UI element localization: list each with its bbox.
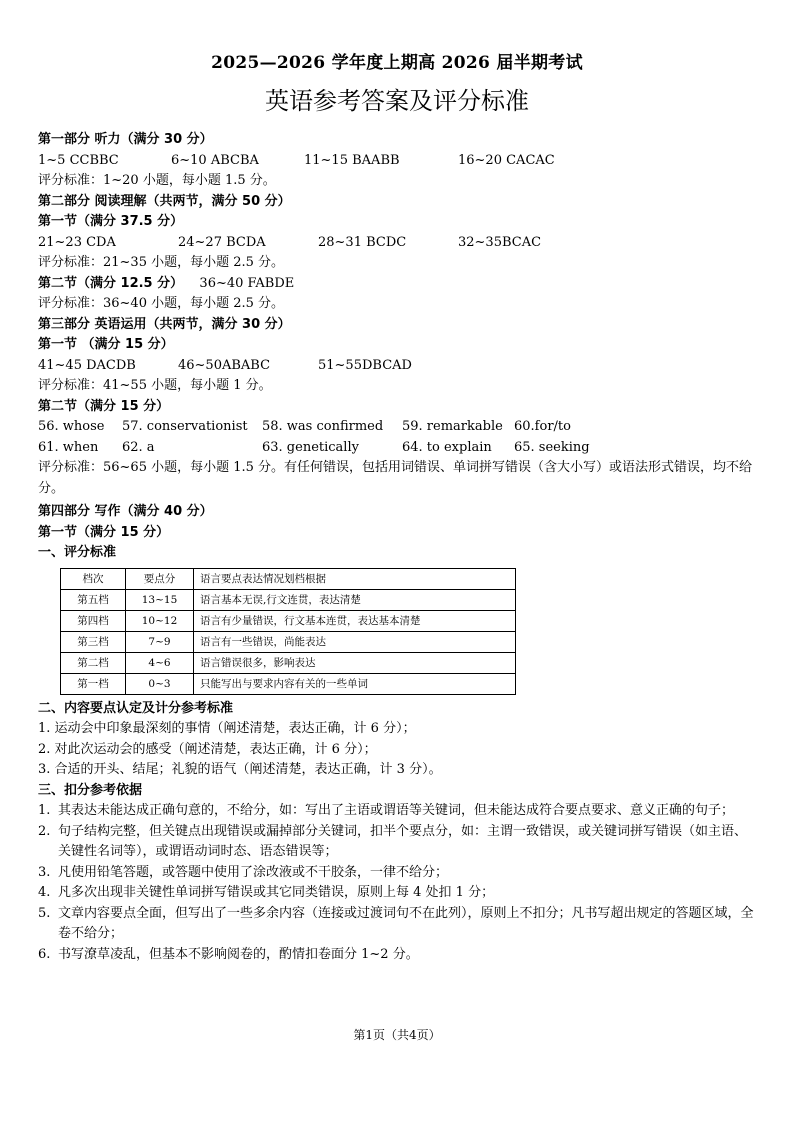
table-cell: 语言错误很多，影响表达 — [194, 652, 516, 673]
table-cell: 语言有一些错误，尚能表达 — [194, 631, 516, 652]
part2-section2-criteria: 评分标准：36~40 小题，每小题 2.5 分。 — [38, 296, 285, 311]
part2-section2-answers: 36~40 FABDE — [199, 275, 295, 291]
table-header: 语言要点表达情况划档根据 — [194, 568, 516, 589]
table-cell: 语言有少量错误，行文基本连贯，表达基本清楚 — [194, 610, 516, 631]
part3-heading: 第三部分 英语运用（共两节，满分 30 分） — [38, 316, 291, 332]
table-cell: 第三档 — [61, 631, 126, 652]
fill-row-1 — [38, 417, 756, 438]
list-number: 4. — [38, 885, 51, 900]
answer-group: 32~35BCAC — [458, 234, 542, 250]
part2-section2-heading: 第二节（满分 12.5 分） — [38, 275, 184, 291]
list-number: 6. — [38, 946, 51, 962]
list-item — [38, 801, 756, 822]
list-item — [38, 822, 756, 863]
fill-answer: 61. when — [38, 439, 99, 455]
table-row — [61, 610, 516, 631]
fill-answer: 59. remarkable — [402, 419, 503, 434]
list-text: 凡多次出现非关键性单词拼写错误或其它同类错误，原则上每 4 处扣 1 分； — [58, 885, 495, 900]
part3-section1-answers — [38, 356, 756, 377]
list-item — [38, 904, 756, 945]
part4-section1-heading: 第一节（满分 15 分） — [38, 524, 170, 540]
answer-group: 51~55DBCAD — [318, 357, 412, 373]
answer-group: 11~15 BAABB — [304, 152, 400, 168]
table-header: 档次 — [61, 568, 126, 589]
table-cell: 7~9 — [126, 631, 194, 652]
criteria-heading: 一、评分标准 — [38, 545, 117, 560]
fill-answer: 63. genetically — [262, 439, 359, 455]
answer-key-title: 英语参考答案及评分标准 — [265, 87, 529, 115]
part2-section1-answers — [38, 233, 756, 254]
part3-section2-heading: 第二节（满分 15 分） — [38, 398, 170, 414]
answer-group: 46~50ABABC — [178, 357, 271, 373]
deduction-list — [38, 801, 756, 965]
content-heading: 二、内容要点认定及计分参考标准 — [38, 700, 234, 716]
content-item: 3. 合适的开头、结尾；礼貌的语气（阐述清楚，表达正确，计 3 分）。 — [38, 762, 442, 777]
part3-section2-criteria: 评分标准：56~65 小题，每小题 1.5 分。有任何错误，包括用词错误、单词拼写错误（含大小写）或语法形式错误，均不给分。 — [38, 460, 753, 496]
table-cell: 语言基本无误,行文连贯，表达清楚 — [194, 589, 516, 610]
table-header-row — [61, 568, 516, 589]
table-cell: 4~6 — [126, 652, 194, 673]
list-number: 2. — [38, 823, 51, 839]
part4-heading: 第四部分 写作（满分 40 分） — [38, 504, 213, 519]
fill-answer: 60.for/to — [514, 419, 571, 434]
list-number: 1. — [38, 803, 51, 818]
part2-section2-line — [38, 274, 756, 295]
list-text: 书写潦草凌乱，但基本不影响阅卷的，酌情扣卷面分 1~2 分。 — [58, 946, 419, 962]
part1-answers — [38, 151, 756, 172]
content-item: 2. 对此次运动会的感受（阐述清楚，表达正确，计 6 分）； — [38, 741, 377, 757]
list-text: 文章内容要点全面，但写出了一些多余内容（连接或过渡词句不在此列），原则上不扣分；凡书写超出规定的答题区域，全卷不给分； — [58, 905, 754, 941]
fill-answer: 58. was confirmed — [262, 419, 384, 434]
part2-heading: 第二部分 阅读理解（共两节，满分 50 分） — [38, 193, 291, 209]
list-item — [38, 945, 756, 966]
table-cell: 第二档 — [61, 652, 126, 673]
part3-section1-heading: 第一节 （满分 15 分） — [38, 337, 174, 352]
table-cell: 第五档 — [61, 589, 126, 610]
page-number: 第1页（共4页） — [353, 1028, 441, 1042]
list-text: 其表达未能达成正确句意的，不给分，如：写出了主语或谓语等关键词，但未能达成符合要点要求、意义正确的句子； — [58, 803, 735, 818]
answer-group: 21~23 CDA — [38, 234, 116, 250]
table-cell: 0~3 — [126, 673, 194, 694]
table-row — [61, 652, 516, 673]
table-row — [61, 631, 516, 652]
part2-section1-criteria: 评分标准：21~35 小题，每小题 2.5 分。 — [38, 255, 285, 270]
table-row — [61, 673, 516, 694]
answer-group: 28~31 BCDC — [318, 234, 407, 250]
grading-table — [60, 568, 516, 695]
fill-answer: 65. seeking — [514, 439, 590, 455]
table-cell: 第四档 — [61, 610, 126, 631]
list-item — [38, 883, 756, 904]
deduction-heading: 三、扣分参考依据 — [38, 782, 143, 798]
fill-answer: 57. conservationist — [122, 419, 248, 434]
answer-key-page — [38, 48, 756, 965]
answer-group: 1~5 CCBBC — [38, 152, 119, 168]
fill-answer: 64. to explain — [402, 439, 492, 455]
table-header: 要点分 — [126, 568, 194, 589]
answer-group: 24~27 BCDA — [178, 234, 266, 250]
table-row — [61, 589, 516, 610]
table-cell: 10~12 — [126, 610, 194, 631]
part1-criteria: 评分标准：1~20 小题，每小题 1.5 分。 — [38, 173, 276, 188]
fill-answer: 62. a — [122, 439, 155, 455]
answer-group: 41~45 DACDB — [38, 357, 136, 373]
fill-row-2 — [38, 438, 756, 459]
list-text: 凡使用铅笔答题，或答题中使用了涂改液或不干胶条，一律不给分； — [58, 864, 449, 880]
part1-heading: 第一部分 听力（满分 30 分） — [38, 132, 213, 147]
table-cell: 第一档 — [61, 673, 126, 694]
answer-group: 6~10 ABCBA — [171, 152, 259, 168]
list-item — [38, 863, 756, 884]
part3-section1-criteria: 评分标准：41~55 小题，每小题 1 分。 — [38, 378, 272, 393]
list-number: 3. — [38, 864, 51, 880]
list-text: 句子结构完整，但关键点出现错误或漏掉部分关键词，扣半个要点分，如：主谓一致错误，或关键词拼写错误（如主语、关键性名词等），或谓语动词时态、语态错误等； — [58, 823, 748, 859]
answer-group: 16~20 CACAC — [458, 152, 555, 168]
table-cell: 13~15 — [126, 589, 194, 610]
exam-title: 2025—2026 学年度上期高 2026 届半期考试 — [211, 53, 583, 73]
fill-answer: 56. whose — [38, 419, 105, 434]
part2-section1-heading: 第一节（满分 37.5 分） — [38, 214, 184, 229]
table-cell: 只能写出与要求内容有关的一些单词 — [194, 673, 516, 694]
content-item: 1. 运动会中印象最深刻的事情（阐述清楚，表达正确，计 6 分）； — [38, 721, 416, 736]
list-number: 5. — [38, 905, 51, 921]
